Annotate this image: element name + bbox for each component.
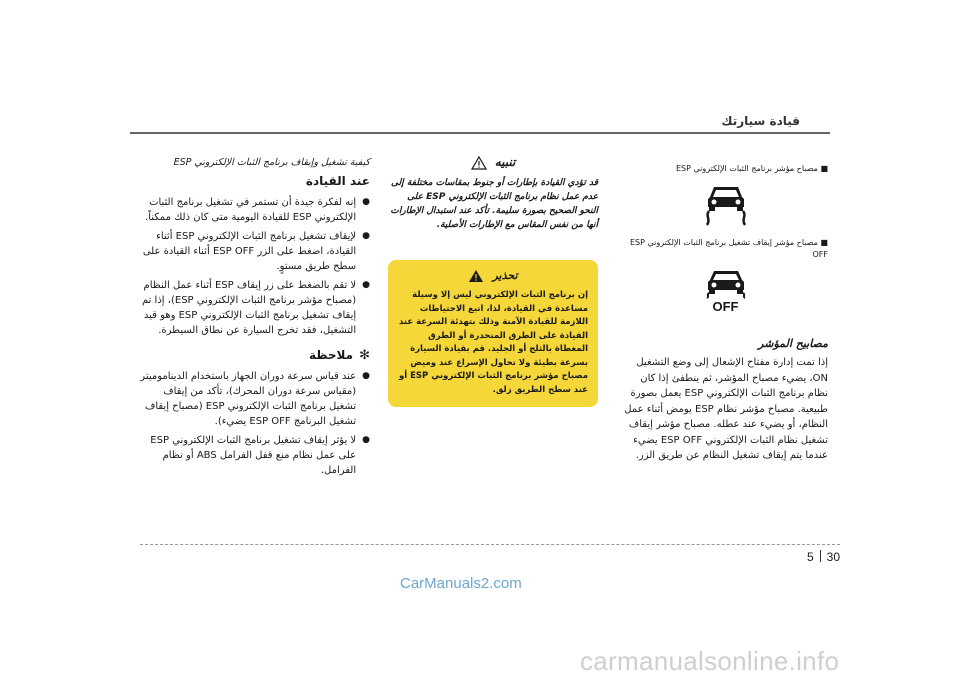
indicator-esp-row (623, 163, 828, 175)
caution-title: تحذير (492, 269, 518, 282)
off-label: OFF (712, 299, 739, 314)
bullet-icon: ● (362, 231, 370, 241)
watermark-site-2[interactable]: carmanualsonline.info (580, 646, 840, 676)
list-item: ● لا يؤثر إيقاف تشغيل برنامج الثبات الإلكتروني ESP على عمل نظام منع قفل الفرامل ABS أو نظام الفرامل. (150, 435, 370, 476)
note-title: ملاحظة (308, 348, 354, 362)
caution-box (388, 260, 598, 407)
warning-text: قد تؤدي القيادة بإطارات أو جنوط بمقاسات مختلفة إلى عدم عمل نظام برنامج الثبات الإلكتروني ESP على النحو الصحيح بصورة سليمة. تأكد عند استبدال الإطارات أنها من نفس المقاس مع الإطارات الأصلية. (390, 178, 598, 230)
footer-rule (140, 544, 840, 545)
left-column (140, 155, 370, 482)
page-header-title: قيادة سيارتك (721, 114, 800, 128)
warning-triangle-icon (471, 156, 487, 170)
bullet-icon: ● (362, 280, 370, 290)
header-rule (130, 132, 830, 134)
indicator-paragraph: إذا تمت إدارة مفتاح الإشعال إلى وضع التشغيل ON، يضيء مصباح المؤشر، ثم ينطفئ إذا كان نظام برنامج الثبات الإلكتروني ESP يعمل بصورة طبيعية. مصباح مؤشر نظام ESP يومض أثناء عمل النظام، أو يضيء عند عطله. مصباح مؤشر إيقاف تشغيل نظام الثبات الإلكتروني ESP OFF يضيء عندما يتم إيقاف تشغيل النظام عن طريق الزر. (624, 357, 828, 461)
indicator-subtitle: مصابيح المؤشر (758, 337, 828, 350)
bullet-icon: ● (362, 197, 370, 207)
esp-operation-heading: كيفية تشغيل وإيقاف برنامج الثبات الإلكتروني ESP (173, 157, 370, 168)
list-item: ● عند قياس سرعة دوران الجهاز باستخدام الديناموميتر (مقياس سرعة دوران المحرك)، تأكد من إيقاف تشغيل برنامج الثبات الإلكتروني ESP (مصباح إيقاف تشغيل البرنامج ESP OFF يضيء). (140, 371, 370, 427)
driving-section-title: عند القيادة (305, 174, 370, 188)
page-number (807, 550, 840, 564)
esp-off-car-icon (701, 269, 751, 299)
caution-text: إن برنامج الثبات الإلكتروني ليس إلا وسيلة مساعدة في القيادة، لذا، اتبع الاحتياطات اللازمة للقيادة الآمنة وذلك بتهدئة السرعة عند القيادة على الطرق المنحدرة أو الطرق المغطاة بالثلج أو الجليد. قم بقيادة السيارة بسرعة بطيئة ولا تحاول الإسراع عند وميض مصباح مؤشر برنامج الثبات الإلكتروني ESP أو عند سطح الطريق زلق. (398, 290, 588, 395)
page-index: 30 (826, 550, 840, 564)
asterisk-icon: ✻ (359, 348, 370, 363)
middle-column (388, 155, 598, 407)
indicator-esp-off-label: ■ مصباح مؤشر إيقاف تشغيل برنامج الثبات الإلكتروني ESP OFF (629, 238, 828, 259)
list-item: ● لإيقاف تشغيل برنامج الثبات الإلكتروني ESP أثناء القيادة، اضغط على الزر ESP OFF أثناء القيادة على سطح طريق مستوٍ. (142, 231, 370, 272)
list-item: ● إنه لفكرة جيدة أن تستمر في تشغيل برنامج الثبات الإلكتروني ESP للقيادة اليومية متى كان ذلك ممكناً. (145, 197, 370, 223)
bullet-icon: ● (362, 435, 370, 445)
esp-skid-car-icon (701, 183, 751, 227)
chapter-number: 5 (806, 550, 814, 564)
watermark-site[interactable]: CarManuals2.com (400, 575, 522, 592)
bullet-icon: ● (362, 371, 370, 381)
warning-heading (388, 155, 598, 170)
caution-triangle-icon (468, 269, 484, 283)
note-heading (140, 348, 370, 363)
indicator-esp-off-row (623, 237, 828, 261)
indicator-esp-label: ■ مصباح مؤشر برنامج الثبات الإلكتروني ESP (676, 164, 828, 173)
list-item: ● لا تقم بالضغط على زر إيقاف ESP أثناء عمل النظام (مصباح مؤشر برنامج الثبات الإلكتروني ESP)، إذا تم إيقاف تشغيل برنامج الثبات الإلكتروني ESP وهو قيد التشغيل، فقد تخرج السيارة عن نطاق السيطرة. (141, 280, 370, 336)
right-column (623, 155, 828, 464)
warning-title: تنبيه (494, 155, 516, 169)
